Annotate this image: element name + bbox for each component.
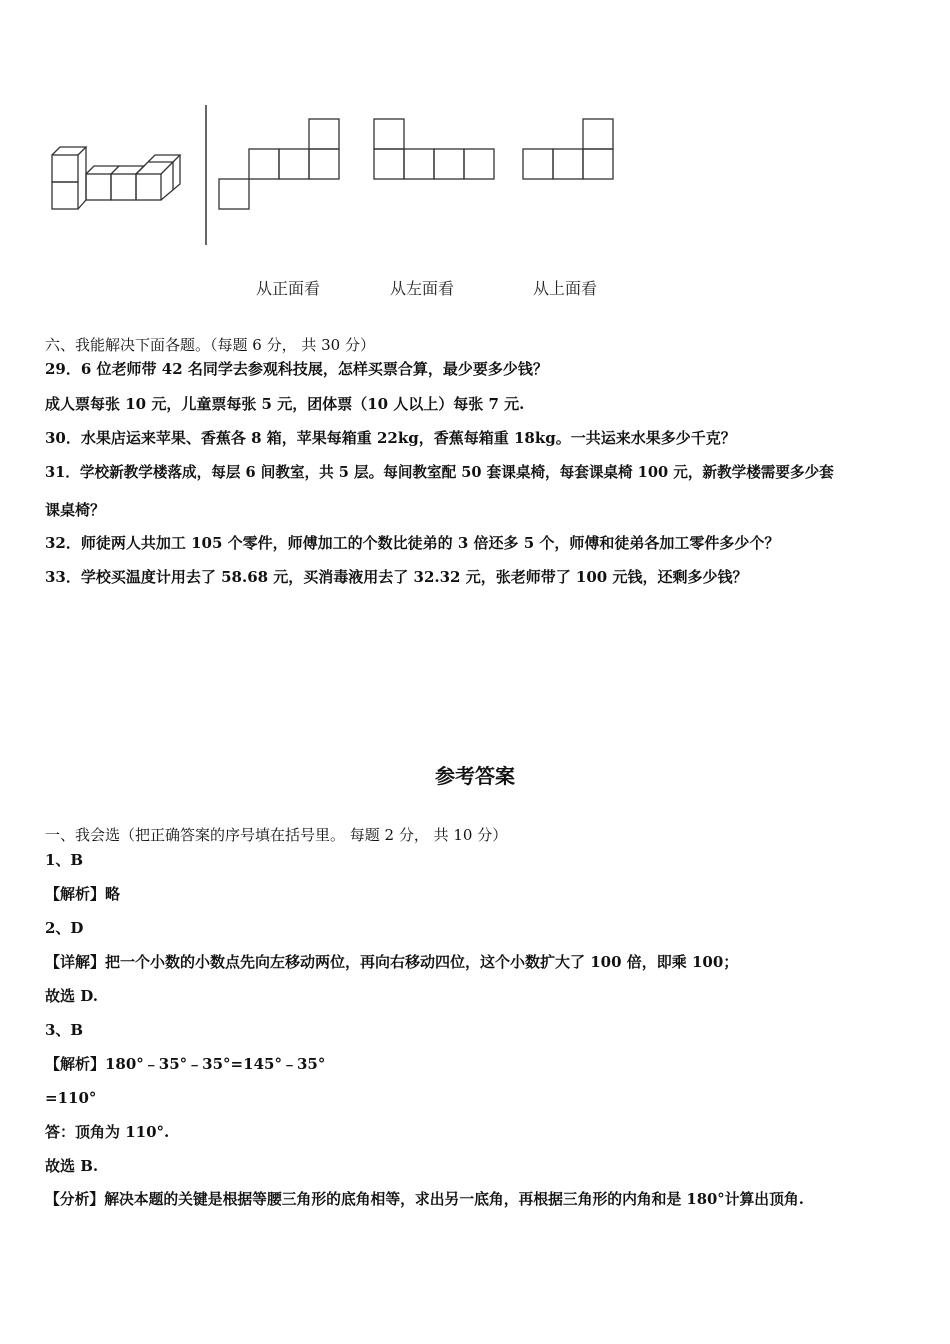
answer-2-choice: 故选 D. [45, 987, 98, 1005]
question-30: 30．水果店运来苹果、香蕉各 8 箱，苹果每箱重 22kg，香蕉每箱重 18kg。一共运来水果多少千克？ [45, 429, 736, 447]
answer-2-detail: 【详解】把一个小数的小数点先向左移动两位，再向右移动四位，这个小数扩大了 100 倍，即乘 100； [45, 953, 739, 971]
answer-3: 3、B [45, 1021, 84, 1039]
answer-3-explain: 【解析】180°﹣35°﹣35°=145°﹣35° [45, 1055, 326, 1073]
question-33: 33．学校买温度计用去了 58.68 元，买消毒液用去了 32.32 元，张老师带了 100 元钱，还剩多少钱？ [45, 568, 748, 586]
front-view-label: 从正面看 [256, 279, 321, 298]
answer-1-explain: 【解析】略 [45, 885, 121, 903]
top-view [523, 119, 613, 179]
top-view-label: 从上面看 [533, 279, 598, 298]
question-31-cont: 课桌椅？ [45, 501, 106, 519]
question-31: 31．学校新教学楼落成，每层 6 间教室，共 5 层。每间教室配 50 套课桌椅，每套课桌椅 100 元，新教学楼需要多少套 [45, 464, 834, 481]
answer-3-answer: 答：顶角为 110°. [45, 1123, 170, 1141]
answer-1: 1、B [45, 851, 84, 869]
question-29-detail: 成人票每张 10 元，儿童票每张 5 元，团体票（10 人以上）每张 7 元. [45, 395, 525, 413]
question-32: 32．师徒两人共加工 105 个零件，师傅加工的个数比徒弟的 3 倍还多 5 个，师傅和徒弟各加工零件多少个？ [45, 534, 780, 552]
answer-2: 2、D [45, 919, 84, 937]
cube-3d-drawing [52, 147, 180, 209]
section-six-title: 六、我能解决下面各题。（每题 6 分， 共 30 分） [45, 336, 375, 354]
answer-3-analysis: 【分析】解决本题的关键是根据等腰三角形的底角相等，求出另一底角，再根据三角形的内角和是 180°计算出顶角. [45, 1191, 804, 1208]
answers-section-title: 一、我会选（把正确答案的序号填在括号里。 每题 2 分， 共 10 分） [45, 826, 508, 844]
answers-heading: 参考答案 [435, 764, 515, 788]
question-29: 29．6 位老师带 42 名同学去参观科技展，怎样买票合算，最少要多少钱？ [45, 360, 548, 378]
left-view [374, 119, 494, 179]
left-view-label: 从左面看 [390, 279, 455, 298]
answer-3-result: =110° [45, 1089, 97, 1107]
cube-views-figure [0, 0, 950, 310]
front-view [219, 119, 339, 209]
answer-3-choice: 故选 B. [45, 1157, 99, 1175]
